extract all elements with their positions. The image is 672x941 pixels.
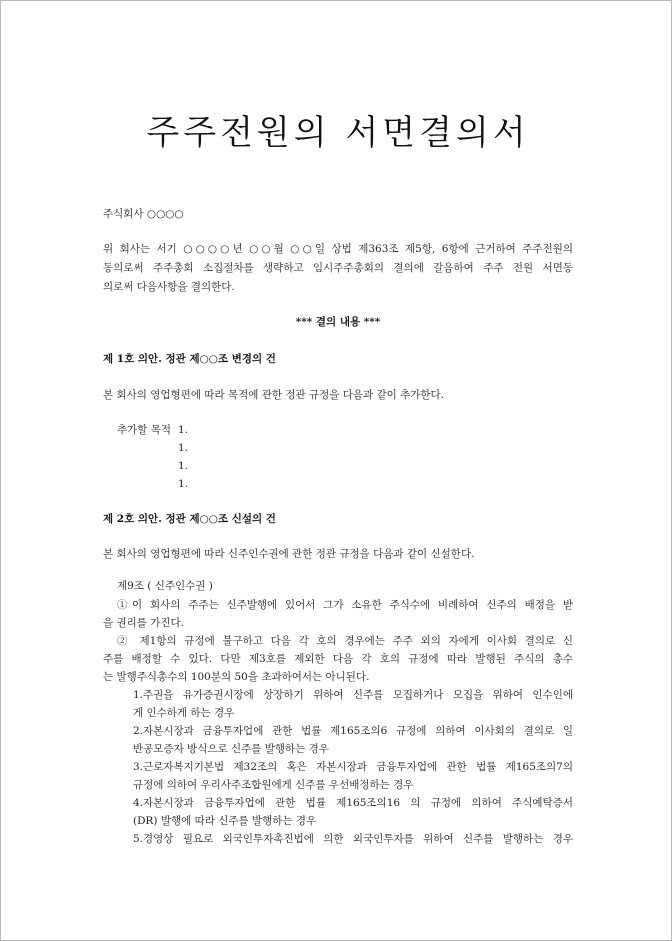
clause5-line-1: 5.경영상 필요로 외국인투자촉진법에 의한 외국인투자를 위하여 신주를 발행하는 경우 — [133, 833, 573, 845]
clause4-line-2: (DR) 발행에 따라 신주를 발행하는 경우 — [133, 815, 317, 827]
item1-purpose-2: 1. — [178, 442, 189, 454]
clause1-line-1: 1.주권을 유가증권시장에 상장하기 위하여 신주를 모집하거나 모집을 위하여 인수인에 — [133, 689, 573, 701]
article-title: 제9조 ( 신주인수권 ) — [117, 580, 213, 592]
paragraph2-line-3: 는 발행주식총수의 100분의 50을 초과하여서는 아니된다. — [103, 671, 370, 683]
clause3-line-1: 3.근로자복지기본법 제32조의 혹은 자본시장과 금융투자업에 관한 법률 제165조의7의 — [133, 761, 573, 773]
clause3-line-2: 규정에 의하여 우리사주조합원에게 신주를 우선배정하는 경우 — [133, 779, 414, 791]
company-name: 주식회사 ○○○○ — [103, 208, 184, 220]
paragraph2-line-2: 주를 배정할 수 있다. 다만 제3호를 제외한 다음 각 호의 규정에 따라 발행된 주식의 총수 — [103, 653, 573, 665]
intro-line-2: 동의로써 주주총회 소집절차를 생략하고 임시주주총회의 결의에 갈음하여 주주 전원 서면동 — [103, 262, 573, 274]
clause1-line-2: 게 인수하게 하는 경우 — [133, 707, 235, 719]
clause2-line-2: 반공모증자 방식으로 신주를 발행하는 경우 — [133, 743, 329, 755]
intro-line-3: 의로써 다음사항을 결의한다. — [103, 281, 235, 293]
document-title: 주주전원의 서면결의서 — [146, 113, 530, 153]
item1-purpose-label: 추가할 목적 — [117, 424, 172, 436]
item1-heading: 제 1호 의안. 정관 제○○조 변경의 건 — [103, 353, 276, 365]
item1-purpose-4: 1. — [178, 478, 189, 490]
paragraph2-line-1: ② 제1항의 규정에 불구하고 다음 각 호의 경우에는 주주 외의 자에게 이사회 결의로 신 — [117, 635, 573, 647]
resolution-heading: *** 결의 내용 *** — [295, 316, 381, 328]
item2-heading: 제 2호 의안. 정관 제○○조 신설의 건 — [103, 513, 276, 525]
paragraph1-line-2: 을 권리를 가진다. — [103, 617, 185, 629]
item2-body: 본 회사의 영업형편에 따라 신주인수권에 관한 정관 규정을 다음과 같이 신설한다. — [103, 548, 475, 560]
intro-line-1: 위 회사는 서기 ○○○○년 ○○월 ○○일 상법 제363조 제5항, 6항에 근거하여 주주전원의 — [103, 243, 573, 255]
paragraph1-line-1: ①이 회사의 주주는 신주발행에 있어서 그가 소유한 주식수에 비례하여 신주의 배정을 받 — [117, 599, 573, 611]
item1-purpose-3: 1. — [178, 460, 189, 472]
item1-purpose-1: 1. — [178, 424, 189, 436]
item1-body: 본 회사의 영업형편에 따라 목적에 관한 정관 규정을 다음과 같이 추가한다. — [103, 389, 445, 401]
clause2-line-1: 2.자본시장과 금융투자업에 관한 법률 제165조의6 규정에 의하여 이사회의 결의로 일 — [133, 725, 573, 737]
clause4-line-1: 4.자본시장과 금융투자업에 관한 법률 제165조의16 의 규정에 의하여 주식예탁증서 — [133, 797, 573, 809]
